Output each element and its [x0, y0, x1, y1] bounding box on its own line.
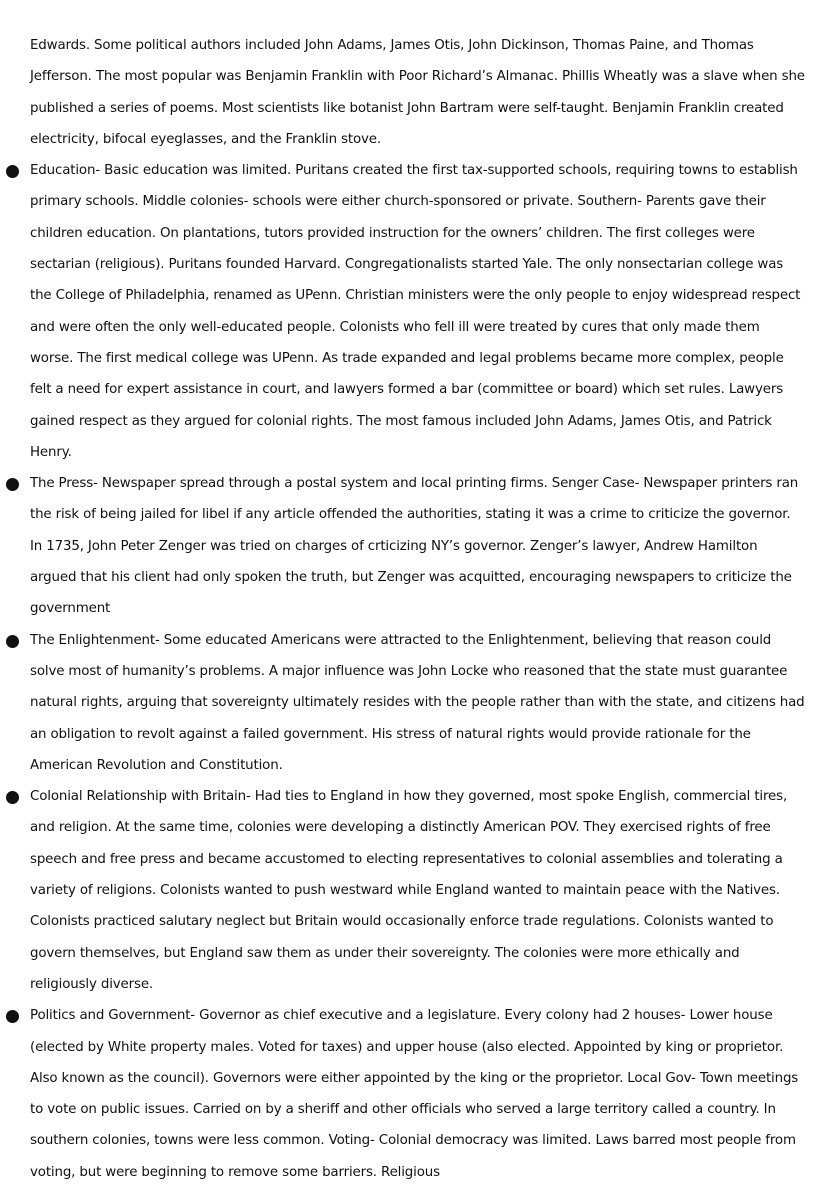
bullet-colonial-relationship: [30, 781, 806, 1000]
bullet-dot-icon: [6, 478, 19, 491]
bullet-dot-icon: [6, 635, 19, 648]
bullet-the-press: [30, 468, 806, 624]
bullet-enlightenment: [30, 625, 806, 781]
bullet-text-politics-government: Politics and Government- Governor as chief executive and a legislature. Every colony had 2 houses- Lower house (elected by White property males. Voted for taxes) and upper house (also elected. Appointed by king or proprietor. Also known as the council). Governors were either appointed by the king or the proprietor. Local Gov- Town meetings to vote on public issues. Carried on by a sheriff and other officials who served a large territory called a country. In southern colonies, towns were less common. Voting- Colonial democracy was limited. Laws barred most people from voting, but were beginning to remove some barriers. Religious: [30, 1008, 799, 1180]
bullet-text-colonial-relationship: Colonial Relationship with Britain- Had ties to England in how they governed, most spoke English, commercial tires, and religion. At the same time, colonies were developing a distinctly American POV. They exercised rights of free speech and free press and became accustomed to electing representatives to colonial assemblies and tolerating a variety of religions. Colonists wanted to push westward while England wanted to maintain peace with the Natives. Colonists practiced salutary neglect but Britain would occasionally enforce trade regulations. Colonists wanted to govern themselves, but England saw them as under their sovereignty. The colonies were more ethically and religiously diverse.: [30, 789, 788, 992]
bullet-dot-icon: [6, 1010, 19, 1023]
bullet-education: [30, 155, 806, 468]
bullet-text-education: Education- Basic education was limited. Puritans created the first tax-supported schools, requiring towns to establish primary schools. Middle colonies- schools were either church-sponsored or private. Southern- Parents gave their children education. On plantations, tutors provided instruction for the owners’ children. The first colleges were sectarian (religious). Puritans founded Harvard. Congregationalists started Yale. The only nonsectarian college was the College of Philadelphia, renamed as UPenn. Christian ministers were the only people to enjoy widespread respect and were often the only well-educated people. Colonists who fell ill were treated by cures that only made them worse. The first medical college was UPenn. As trade expanded and legal problems became more complex, people felt a need for expert assistance in court, and lawyers formed a bar (committee or board) which set rules. Lawyers gained respect as they argued for colonial rights. The most famous included John Adams, James Otis, and Patrick Henry.: [30, 163, 801, 460]
bullet-dot-icon: [6, 791, 19, 804]
bullet-dot-icon: [6, 165, 19, 178]
bullet-text-enlightenment: The Enlightenment- Some educated Americans were attracted to the Enlightenment, believing that reason could solve most of humanity’s problems. A major influence was John Locke who reasoned that the state must guarantee natural rights, arguing that sovereignty ultimately resides with the people rather than with the state, and citizens had an obligation to revolt against a failed government. His stress of natural rights would provide rationale for the American Revolution and Constitution.: [30, 632, 805, 773]
intro-paragraph: Edwards. Some political authors included John Adams, James Otis, John Dickinson, Thomas Paine, and Thomas Jefferson. The most popular was Benjamin Franklin with Poor Richard’s Almanac. Phillis Wheatly was a slave when she published a series of poems. Most scientists like botanist John Bartram were self-taught. Benjamin Franklin created electricity, bifocal eyeglasses, and the Franklin stove.: [30, 38, 805, 147]
bullet-text-the-press: The Press- Newspaper spread through a postal system and local printing firms. Senger Case- Newspaper printers ran the risk of being jailed for libel if any article offended the authorities, stating it was a crime to criticize the governor. In 1735, John Peter Zenger was tried on charges of crticizing NY’s governor. Zenger’s lawyer, Andrew Hamilton argued that his client had only spoken the truth, but Zenger was acquitted, encouraging newspapers to criticize the government: [30, 476, 799, 617]
bullet-politics-government: [30, 1000, 806, 1188]
